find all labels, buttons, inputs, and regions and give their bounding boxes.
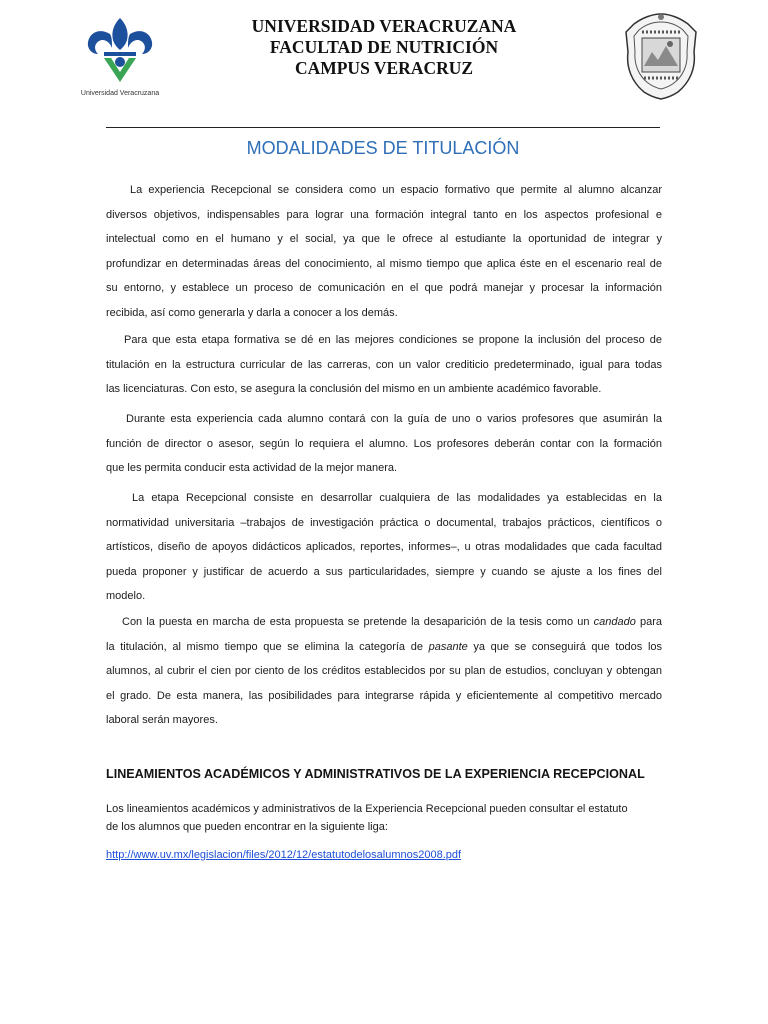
statute-link[interactable]: http://www.uv.mx/legislacion/files/2012/12/estatutodelosalumnos2008.pdf (106, 849, 462, 861)
paragraph-line: modelo. (106, 590, 146, 603)
section-text-line: de los alumnos que pueden encontrar en la siguiente liga: (106, 821, 388, 833)
paragraph-4 (106, 486, 662, 609)
emphasis-text: pasante (428, 640, 468, 653)
paragraph-line: el grado. De esta manera, las posibilidades para integrarse rápida y eficientemente al competitivo mercado (106, 689, 662, 702)
paragraph-line (106, 610, 662, 635)
page-title: MODALIDADES DE TITULACIÓN (246, 138, 520, 158)
section-text (106, 800, 666, 836)
paragraph-line: Durante esta experiencia cada alumno contará con la guía de uno o varios profesores que asumirán la (126, 413, 662, 425)
paragraph-line: las licenciaturas. Con esto, se asegura la conclusión del mismo en un ambiente académico favorable. (106, 383, 602, 396)
text-run: ya que se conseguirá que todos los (473, 640, 663, 653)
university-emblem-icon (80, 14, 160, 86)
paragraph-line: artísticos, diseño de apoyos didácticos aplicados, reportes, informes–, u otras modalidades que cada facultad (106, 541, 662, 554)
faculty-name: FACULTAD DE NUTRICIÓN (269, 37, 499, 57)
paragraph-2 (106, 328, 662, 402)
paragraph-line: función de director o asesor, según lo requiera el alumno. Los profesores deberán contar con la formación (106, 437, 662, 450)
paragraph-1 (106, 178, 662, 326)
paragraph-5 (106, 610, 662, 733)
text-run: la titulación, al mismo tiempo que se elimina la categoría de (106, 640, 423, 653)
paragraph-line: profundizar en determinadas áreas del conocimiento, al mismo tiempo que aplica éste en el escenario real de (106, 257, 662, 270)
paragraph-line: La etapa Recepcional consiste en desarrollar cualquiera de las modalidades ya establecidas en la (132, 492, 662, 504)
paragraph-line: Para que esta etapa formativa se dé en las mejores condiciones se propone la inclusión del proceso de (124, 334, 662, 346)
text-run: para (639, 616, 663, 628)
text-run: Con la puesta en marcha de esta propuesta se pretende la desaparición de la tesis como un (122, 616, 590, 628)
logo-caption: Universidad Veracruzana (80, 90, 160, 97)
university-seal (620, 12, 702, 100)
section-heading: LINEAMIENTOS ACADÉMICOS Y ADMINISTRATIVOS DE LA EXPERIENCIA RECEPCIONAL (106, 767, 645, 781)
paragraph-line: pueda proponer y justificar de acuerdo a sus particularidades, siempre y cuando se ajuste a los fines del (106, 565, 662, 578)
paragraph-line: La experiencia Recepcional se considera como un espacio formativo que permite al alumno alcanzar (130, 184, 662, 196)
paragraph-line: que les permita conducir esta actividad de la mejor manera. (106, 462, 398, 475)
emphasis-text: candado (593, 616, 636, 628)
paragraph-line: intelectual como en el humano y el social, ya que le ofrece al estudiante la oportunidad de integrar y (106, 233, 662, 246)
paragraph-line: laboral serán mayores. (106, 714, 218, 727)
university-name: UNIVERSIDAD VERACRUZANA (251, 16, 517, 36)
paragraph-line: normatividad universitaria –trabajos de investigación práctica o documental, trabajos prácticos, científicos o (106, 516, 662, 529)
paragraph-line: alumnos, al cubrir el cien por ciento de los créditos establecidos por su plan de estudios, concluyan y obtengan (106, 665, 662, 678)
paragraph-line: titulación en la estructura curricular de las carreras, con un valor crediticio predeterminado, igual para todas (106, 358, 662, 371)
paragraph-line: recibida, así como generarla y darla a conocer a los demás. (106, 306, 398, 319)
paragraph-3 (106, 407, 662, 481)
seal-icon (620, 12, 702, 100)
university-logo (62, 14, 178, 104)
header-divider (106, 127, 660, 128)
campus-name: CAMPUS VERACRUZ (294, 58, 474, 78)
paragraph-line: diversos objetivos, indispensables para lograr una formación integral tanto en los aspectos profesional e (106, 208, 662, 221)
paragraph-line: su entorno, y establece un proceso de comunicación en el que podrá manejar y procesar la información (106, 282, 662, 295)
institution-header (200, 16, 568, 79)
section-text-line: Los lineamientos académicos y administrativos de la Experiencia Recepcional pueden consultar el estatuto (106, 803, 628, 815)
paragraph-line (106, 635, 662, 660)
